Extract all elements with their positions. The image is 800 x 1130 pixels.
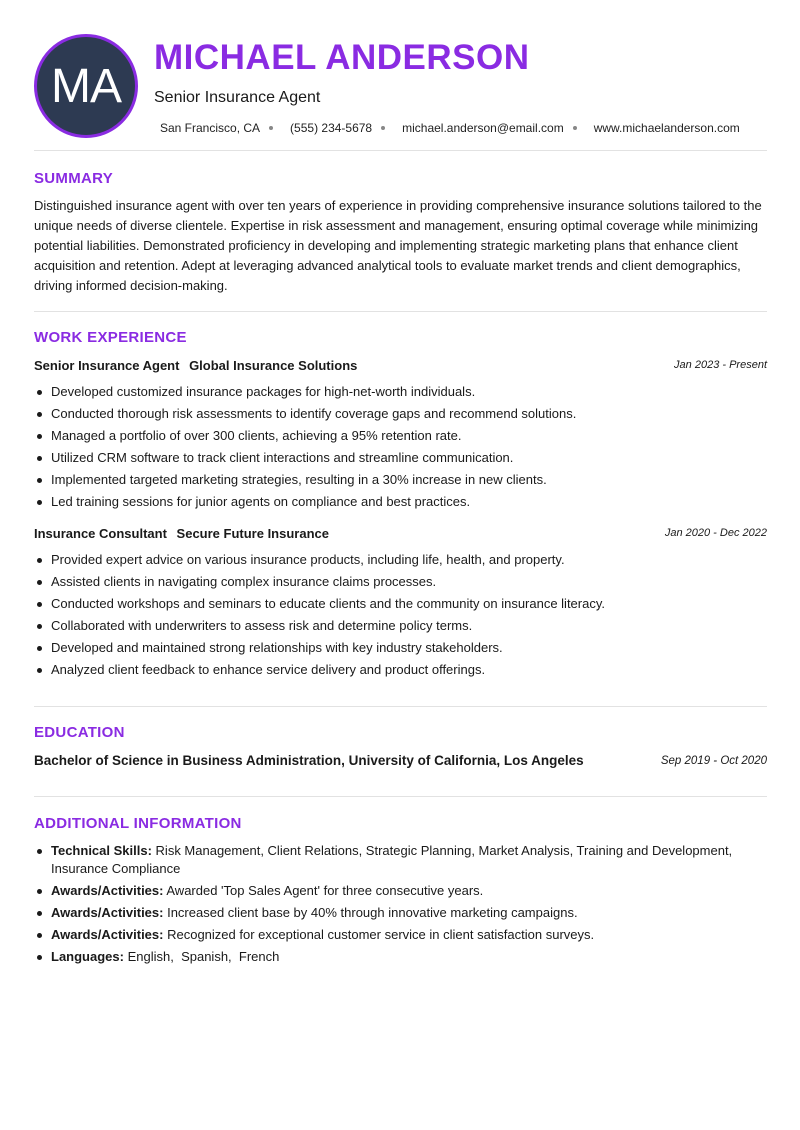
job-bullets: [34, 381, 767, 513]
bullet-text: Developed customized insurance packages for high-net-worth individuals.: [51, 384, 476, 399]
bullet-text: Provided expert advice on various insurance products, including life, health, and property.: [51, 552, 565, 567]
summary-text: Distinguished insurance agent with over ten years of experience in providing comprehensive insurance solutions tailored to the unique needs of diverse clientele. Expertise in risk assessment and management, ensuring optimal coverage while minimizing potential liabilities. Demonstrated proficiency in developing and implementing strategic marketing plans that enhance client acquisition and retention. Adept at leveraging advanced analytical tools to evaluate market trends and client demographics, driving informed decision-making.: [34, 198, 762, 293]
info-text: Recognized for exceptional customer service in client satisfaction surveys.: [167, 927, 595, 942]
separator-dot-icon: [269, 126, 273, 130]
bullet-icon: [37, 955, 42, 960]
bullet-text: Developed and maintained strong relationships with key industry stakeholders.: [51, 640, 503, 655]
list-item: [34, 842, 767, 878]
list-item: [34, 381, 767, 403]
job-header: [34, 358, 767, 376]
list-item: [34, 948, 767, 966]
bullet-icon: [37, 933, 42, 938]
bullet-text: Conducted thorough risk assessments to identify coverage gaps and recommend solutions.: [51, 406, 577, 421]
bullet-text: Led training sessions for junior agents on compliance and best practices.: [51, 494, 471, 509]
bullet-text: Analyzed client feedback to enhance service delivery and product offerings.: [51, 662, 486, 677]
section-divider: [34, 311, 767, 312]
avatar-initials: MA: [51, 59, 121, 113]
list-item: [34, 403, 767, 425]
separator-dot-icon: [573, 126, 577, 130]
job-title: Senior Insurance Agent: [154, 89, 321, 106]
list-item: [34, 926, 767, 944]
additional-info-heading: ADDITIONAL INFORMATION: [34, 815, 242, 832]
job-header: [34, 526, 767, 544]
info-label: Awards/Activities:: [51, 883, 164, 898]
avatar: [34, 34, 138, 138]
list-item: [34, 491, 767, 513]
section-divider: [34, 796, 767, 797]
education-date: Sep 2019 - Oct 2020: [660, 755, 767, 767]
additional-info-list: [34, 842, 767, 970]
job-role: Senior Insurance Agent: [34, 358, 180, 373]
list-item: [34, 469, 767, 491]
bullet-icon: [37, 889, 42, 894]
bullet-icon: [37, 849, 42, 854]
list-item: [34, 615, 767, 637]
list-item: [34, 549, 767, 571]
bullet-text: Utilized CRM software to track client interactions and streamline communication.: [51, 450, 514, 465]
section-divider: [34, 150, 767, 151]
bullet-icon: [37, 911, 42, 916]
bullet-text: Assisted clients in navigating complex insurance claims processes.: [51, 574, 437, 589]
list-item: [34, 882, 767, 900]
resume-header: [34, 34, 767, 138]
section-divider: [34, 706, 767, 707]
info-text: Risk Management, Client Relations, Strategic Planning, Market Analysis, Training and Development, Insurance Compliance: [51, 843, 733, 876]
summary-heading: SUMMARY: [34, 170, 114, 187]
bullet-text: Implemented targeted marketing strategies, resulting in a 30% increase in new clients.: [51, 472, 547, 487]
contact-line: [160, 121, 740, 135]
education-entry: [34, 753, 767, 768]
bullet-icon: [37, 558, 42, 563]
bullet-icon: [37, 646, 42, 651]
info-label: Technical Skills:: [51, 843, 152, 858]
info-text: Awarded 'Top Sales Agent' for three consecutive years.: [166, 883, 484, 898]
job-date: Jan 2020 - Dec 2022: [664, 527, 767, 539]
job-company: Secure Future Insurance: [176, 526, 329, 541]
list-item: [34, 637, 767, 659]
bullet-icon: [37, 668, 42, 673]
bullet-text: Conducted workshops and seminars to educate clients and the community on insurance literacy.: [51, 596, 605, 611]
contact-phone: (555) 234-5678: [290, 121, 373, 135]
info-text: English, Spanish, French: [127, 949, 280, 964]
contact-email[interactable]: michael.anderson@email.com: [402, 121, 564, 135]
separator-dot-icon: [381, 126, 385, 130]
job-role: Insurance Consultant: [34, 526, 167, 541]
bullet-icon: [37, 390, 42, 395]
list-item: [34, 447, 767, 469]
contact-website[interactable]: www.michaelanderson.com: [593, 121, 740, 135]
candidate-name: MICHAEL ANDERSON: [154, 38, 530, 77]
info-label: Awards/Activities:: [51, 905, 164, 920]
bullet-text: Managed a portfolio of over 300 clients, achieving a 95% retention rate.: [51, 428, 462, 443]
bullet-text: Collaborated with underwriters to assess risk and determine policy terms.: [51, 618, 473, 633]
bullet-icon: [37, 478, 42, 483]
job-bullets: [34, 549, 767, 681]
info-text: Increased client base by 40% through innovative marketing campaigns.: [167, 905, 578, 920]
bullet-icon: [37, 412, 42, 417]
list-item: [34, 593, 767, 615]
work-experience-heading: WORK EXPERIENCE: [34, 329, 187, 346]
info-label: Languages:: [51, 949, 124, 964]
bullet-icon: [37, 434, 42, 439]
bullet-icon: [37, 456, 42, 461]
bullet-icon: [37, 580, 42, 585]
education-degree: Bachelor of Science in Business Administration, University of California, Los Angeles: [34, 753, 584, 768]
list-item: [34, 904, 767, 922]
list-item: [34, 425, 767, 447]
contact-location: San Francisco, CA: [160, 121, 261, 135]
list-item: [34, 659, 767, 681]
job-date: Jan 2023 - Present: [674, 359, 767, 371]
bullet-icon: [37, 624, 42, 629]
list-item: [34, 571, 767, 593]
education-heading: EDUCATION: [34, 724, 125, 741]
info-label: Awards/Activities:: [51, 927, 164, 942]
bullet-icon: [37, 602, 42, 607]
bullet-icon: [37, 500, 42, 505]
job-company: Global Insurance Solutions: [189, 358, 358, 373]
